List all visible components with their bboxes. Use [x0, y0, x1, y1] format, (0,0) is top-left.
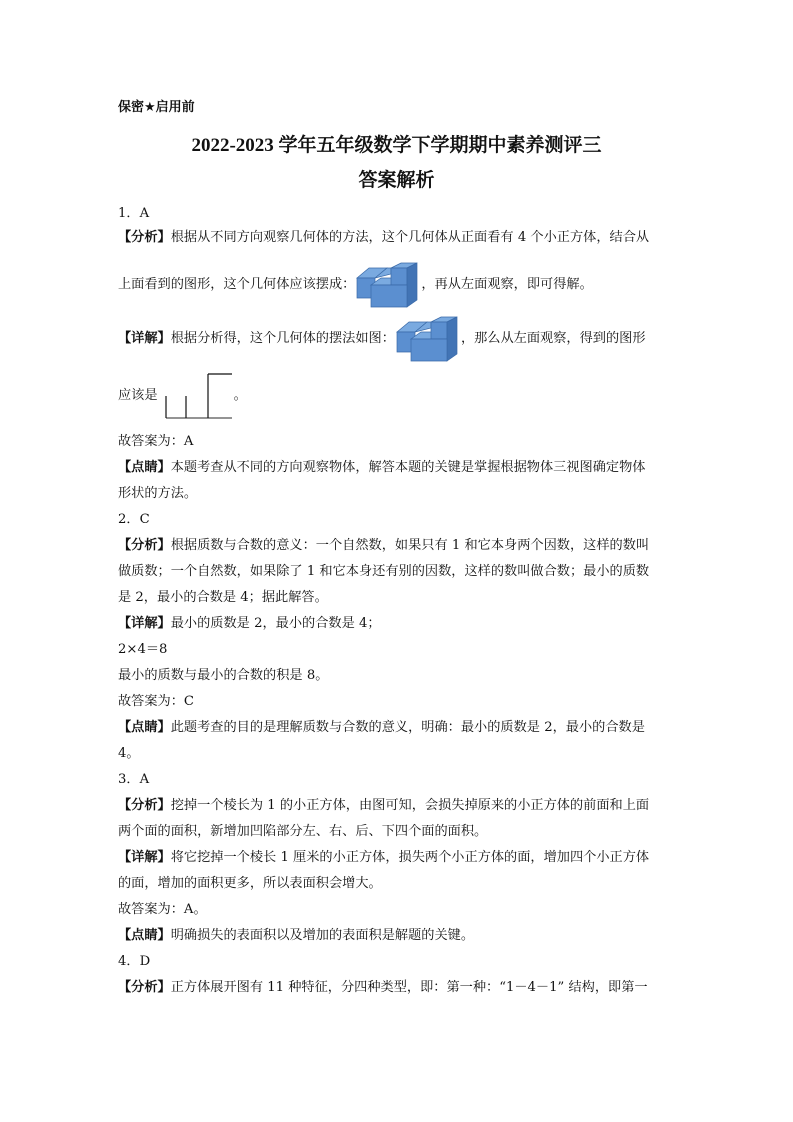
3d-blocks-figure [395, 314, 461, 364]
q3-analysis: 【分析】挖掉一个棱长为 1 的小正方体，由图可知，会损失掉原来的小正方体的前面和上面 [118, 798, 650, 813]
q1-detail: 【详解】根据分析得，这个几何体的摆法如图： ，那么从左面观察，得到的图形 [118, 314, 646, 364]
q2-equation: 2×4＝8 [118, 642, 168, 657]
q1-analysis-cont: 上面看到的图形，这个几何体应该摆成： ，再从左面观察，即可得解。 [118, 260, 593, 310]
q3-detail-cont: 的面，增加的面积更多，所以表面积会增大。 [118, 876, 382, 891]
q3-analysis-cont: 两个面的面积，新增加凹陷部分左、右、后、下四个面的面积。 [118, 824, 488, 839]
tag-label: 【分析】 [118, 230, 171, 245]
question-1-answer: 1．A [118, 206, 150, 221]
q1-comment-cont: 形状的方法。 [118, 486, 198, 501]
tag-label: 【详解】 [118, 850, 171, 865]
tag-label: 【详解】 [118, 331, 171, 346]
question-3-answer: 3．A [118, 772, 150, 787]
tag-label: 【分析】 [118, 798, 171, 813]
document-title: 2022-2023 学年五年级数学下学期期中素养测评三 [191, 135, 602, 156]
q2-analysis: 【分析】根据质数与合数的意义：一个自然数，如果只有 1 和它本身两个因数，这样的数叫 [118, 538, 650, 553]
q1-answer-line: 故答案为：A [118, 434, 194, 449]
question-4-answer: 4．D [118, 954, 151, 969]
tag-label: 【详解】 [118, 616, 171, 631]
q2-detail: 【详解】最小的质数是 2，最小的合数是 4； [118, 616, 381, 631]
tag-label: 【分析】 [118, 980, 171, 995]
q2-analysis-cont: 做质数；一个自然数，如果除了 1 和它本身还有别的因数，这样的数叫做合数；最小的质数 [118, 564, 650, 579]
q3-detail: 【详解】将它挖掉一个棱长 1 厘米的小正方体，损失两个小正方体的面，增加四个小正方体 [118, 850, 650, 865]
q1-analysis: 【分析】根据从不同方向观察几何体的方法，这个几何体从正面看有 4 个小正方体，结合从 [118, 230, 650, 245]
tag-label: 【点睛】 [118, 928, 171, 943]
3d-blocks-figure [355, 260, 421, 310]
question-2-answer: 2．C [118, 512, 150, 527]
q4-analysis: 【分析】正方体展开图有 11 种特征，分四种类型，即：第一种：“1－4－1” 结构，即第一 [118, 980, 648, 995]
q1-detail-cont: 应该是 。 [118, 372, 247, 420]
q2-analysis-cont2: 是 2，最小的合数是 4；据此解答。 [118, 590, 328, 605]
q2-comment: 【点睛】此题考查的目的是理解质数与合数的意义，明确：最小的质数是 2，最小的合数是 [118, 720, 645, 735]
q1-comment: 【点睛】本题考查从不同的方向观察物体，解答本题的关键是掌握根据物体三视图确定物体 [118, 460, 646, 475]
tag-label: 【点睛】 [118, 720, 171, 735]
tag-label: 【分析】 [118, 538, 171, 553]
confidential-label: 保密★启用前 [118, 100, 195, 115]
q2-result: 最小的质数与最小的合数的积是 8。 [118, 668, 329, 683]
q2-comment-cont: 4。 [118, 746, 140, 761]
q3-answer-line: 故答案为：A。 [118, 902, 207, 917]
document-subtitle: 答案解析 [358, 170, 435, 191]
q2-answer-line: 故答案为：C [118, 694, 195, 709]
tag-label: 【点睛】 [118, 460, 171, 475]
left-view-figure [162, 372, 234, 420]
q3-comment: 【点睛】明确损失的表面积以及增加的表面积是解题的关键。 [118, 928, 475, 943]
